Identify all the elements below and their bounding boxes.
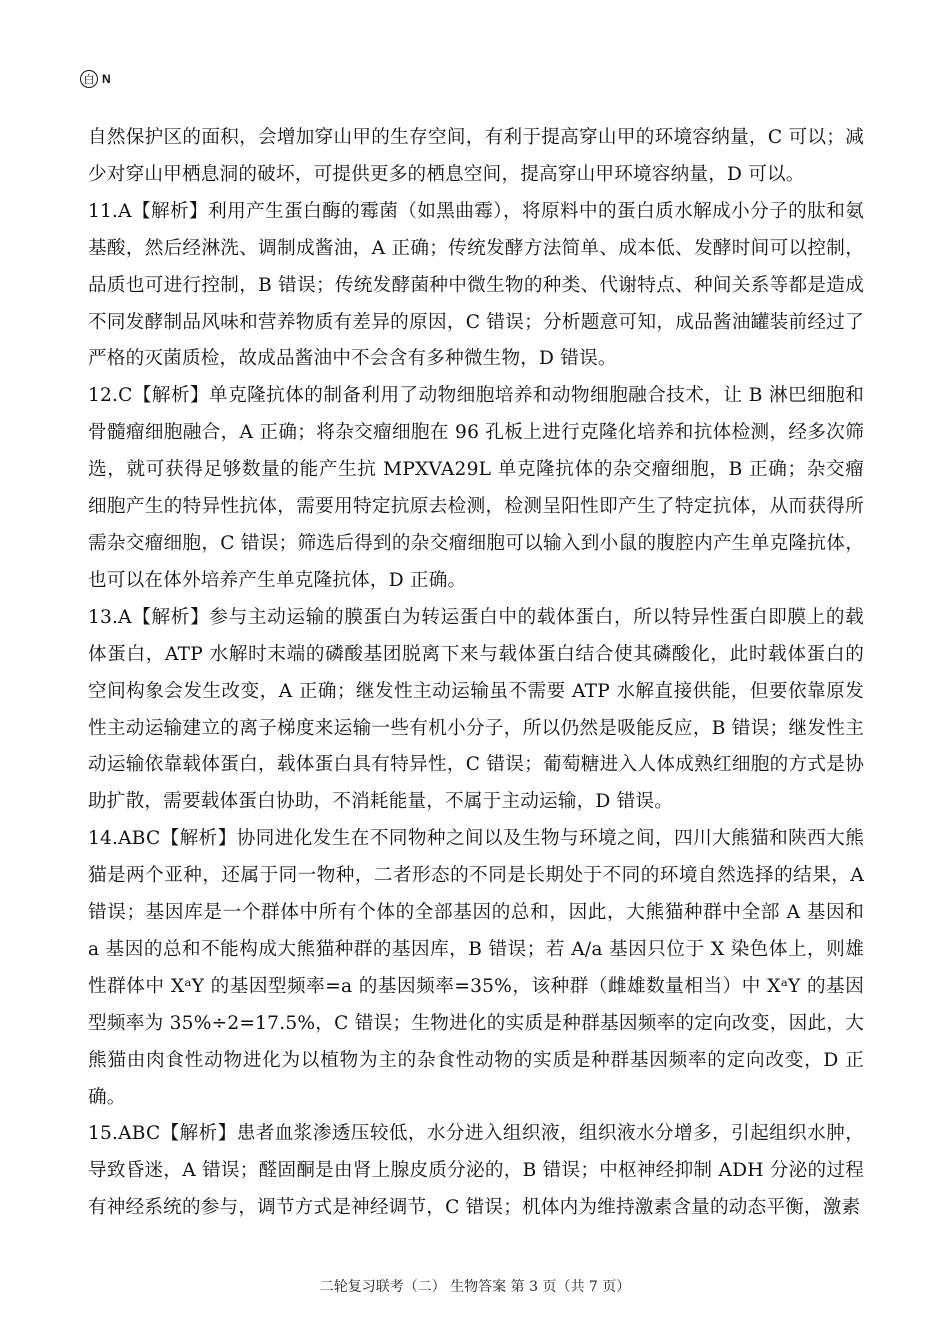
logo-circle-icon: 白 [80,70,98,88]
answer-label: 15.ABC【解析】 [88,1123,237,1145]
answer-text: 协同进化发生在不同物种之间以及生物与环境之间，四川大熊猫和陕西大熊猫是两个亚种，还属于同一物种，二者形态的不同是长期处于不同的环境自然选择的结果，A 错误；基因库是一个群体中所有个体的全部基因的总和，因此，大熊猫种群中全部 A 基因和 a 基因的总和不能构成大熊猫种群的基因库，B 错误；若 A/a 基因只位于 X 染色体上，则雄性群体中 XᵃY 的基因型频率=a 的基因频率=35%，该种群（雌雄数量相当）中 XᵃY 的基因型频率为 35%÷2=17.5%，C 错误；生物进化的实质是种群基因频率的定向改变，因此，大熊猫由肉食性动物进化为以植物为主的杂食性动物的实质是种群基因频率的定向改变，D 正确。 [88,828,864,1108]
answer-11 [88,194,864,379]
answer-text: 单克隆抗体的制备利用了动物细胞培养和动物细胞融合技术，让 B 淋巴细胞和骨髓瘤细胞融合，A 正确；将杂交瘤细胞在 96 孔板上进行克隆化培养和抗体检测，经多次筛选，就可获得足够数量的能产生抗 MPXVA29L 单克隆抗体的杂交瘤细胞，B 正确；杂交瘤细胞产生的特异性抗体，需要用特定抗原去检测，检测呈阳性即产生了特定抗体，从而获得所需杂交瘤细胞，C 错误；筛选后得到的杂交瘤细胞可以输入到小鼠的腹腔内产生单克隆抗体，也可以在体外培养产生单克隆抗体，D 正确。 [88,385,864,591]
answer-14 [88,821,864,1116]
paragraph-continuation [88,120,864,194]
answer-label: 13.A【解析】 [88,606,210,628]
paragraph-text: 自然保护区的面积，会增加穿山甲的生存空间，有利于提高穿山甲的环境容纳量，C 可以；减少对穿山甲栖息洞的破坏，可提供更多的栖息空间，提高穿山甲环境容纳量，D 可以。 [88,127,864,185]
answer-label: 14.ABC【解析】 [88,828,237,850]
answer-15 [88,1116,864,1227]
answer-text: 患者血浆渗透压较低，水分进入组织液，组织液水分增多，引起组织水肿，导致昏迷，A 错误；醛固酮是由肾上腺皮质分泌的，B 错误；中枢神经抑制 ADH 分泌的过程有神经系统的参与，调节方式是神经调节，C 错误；机体内为维持激素含量的动态平衡，激素 [88,1123,864,1219]
page-footer: 二轮复习联考（二） 生物答案 第 3 页（共 7 页） [319,1279,631,1295]
answer-text: 参与主动运输的膜蛋白为转运蛋白中的载体蛋白，所以特异性蛋白即膜上的载体蛋白，ATP 水解时末端的磷酸基团脱离下来与载体蛋白结合使其磷酸化，此时载体蛋白的空间构象会发生改变，A 正确；继发性主动运输虽不需要 ATP 水解直接供能，但要依靠原发性主动运输建立的离子梯度来运输一些有机小分子，所以仍然是吸能反应，B 错误；继发性主动运输依靠载体蛋白，载体蛋白具有特异性，C 错误；葡萄糖进入人体成熟红细胞的方式是协助扩散，需要载体蛋白协助，不消耗能量，不属于主动运输，D 错误。 [88,606,864,813]
answer-content [88,120,864,1227]
header-logo [80,70,111,88]
answer-text: 利用产生蛋白酶的霉菌（如黑曲霉），将原料中的蛋白质水解成小分子的肽和氨基酸，然后经淋洗、调制成酱油，A 正确；传统发酵方法简单、成本低、发酵时间可以控制，品质也可进行控制，B 错误；传统发酵菌种中微生物的种类、代谢特点、种间关系等都是造成不同发酵制品风味和营养物质有差异的原因，C 错误；分析题意可知，成品酱油罐装前经过了严格的灭菌质检，故成品酱油中不会含有多种微生物，D 错误。 [88,200,864,370]
answer-13 [88,600,864,821]
logo-letter: N [102,72,111,86]
answer-label: 11.A【解析】 [88,200,209,222]
answer-12 [88,378,864,599]
answer-label: 12.C【解析】 [88,385,210,407]
